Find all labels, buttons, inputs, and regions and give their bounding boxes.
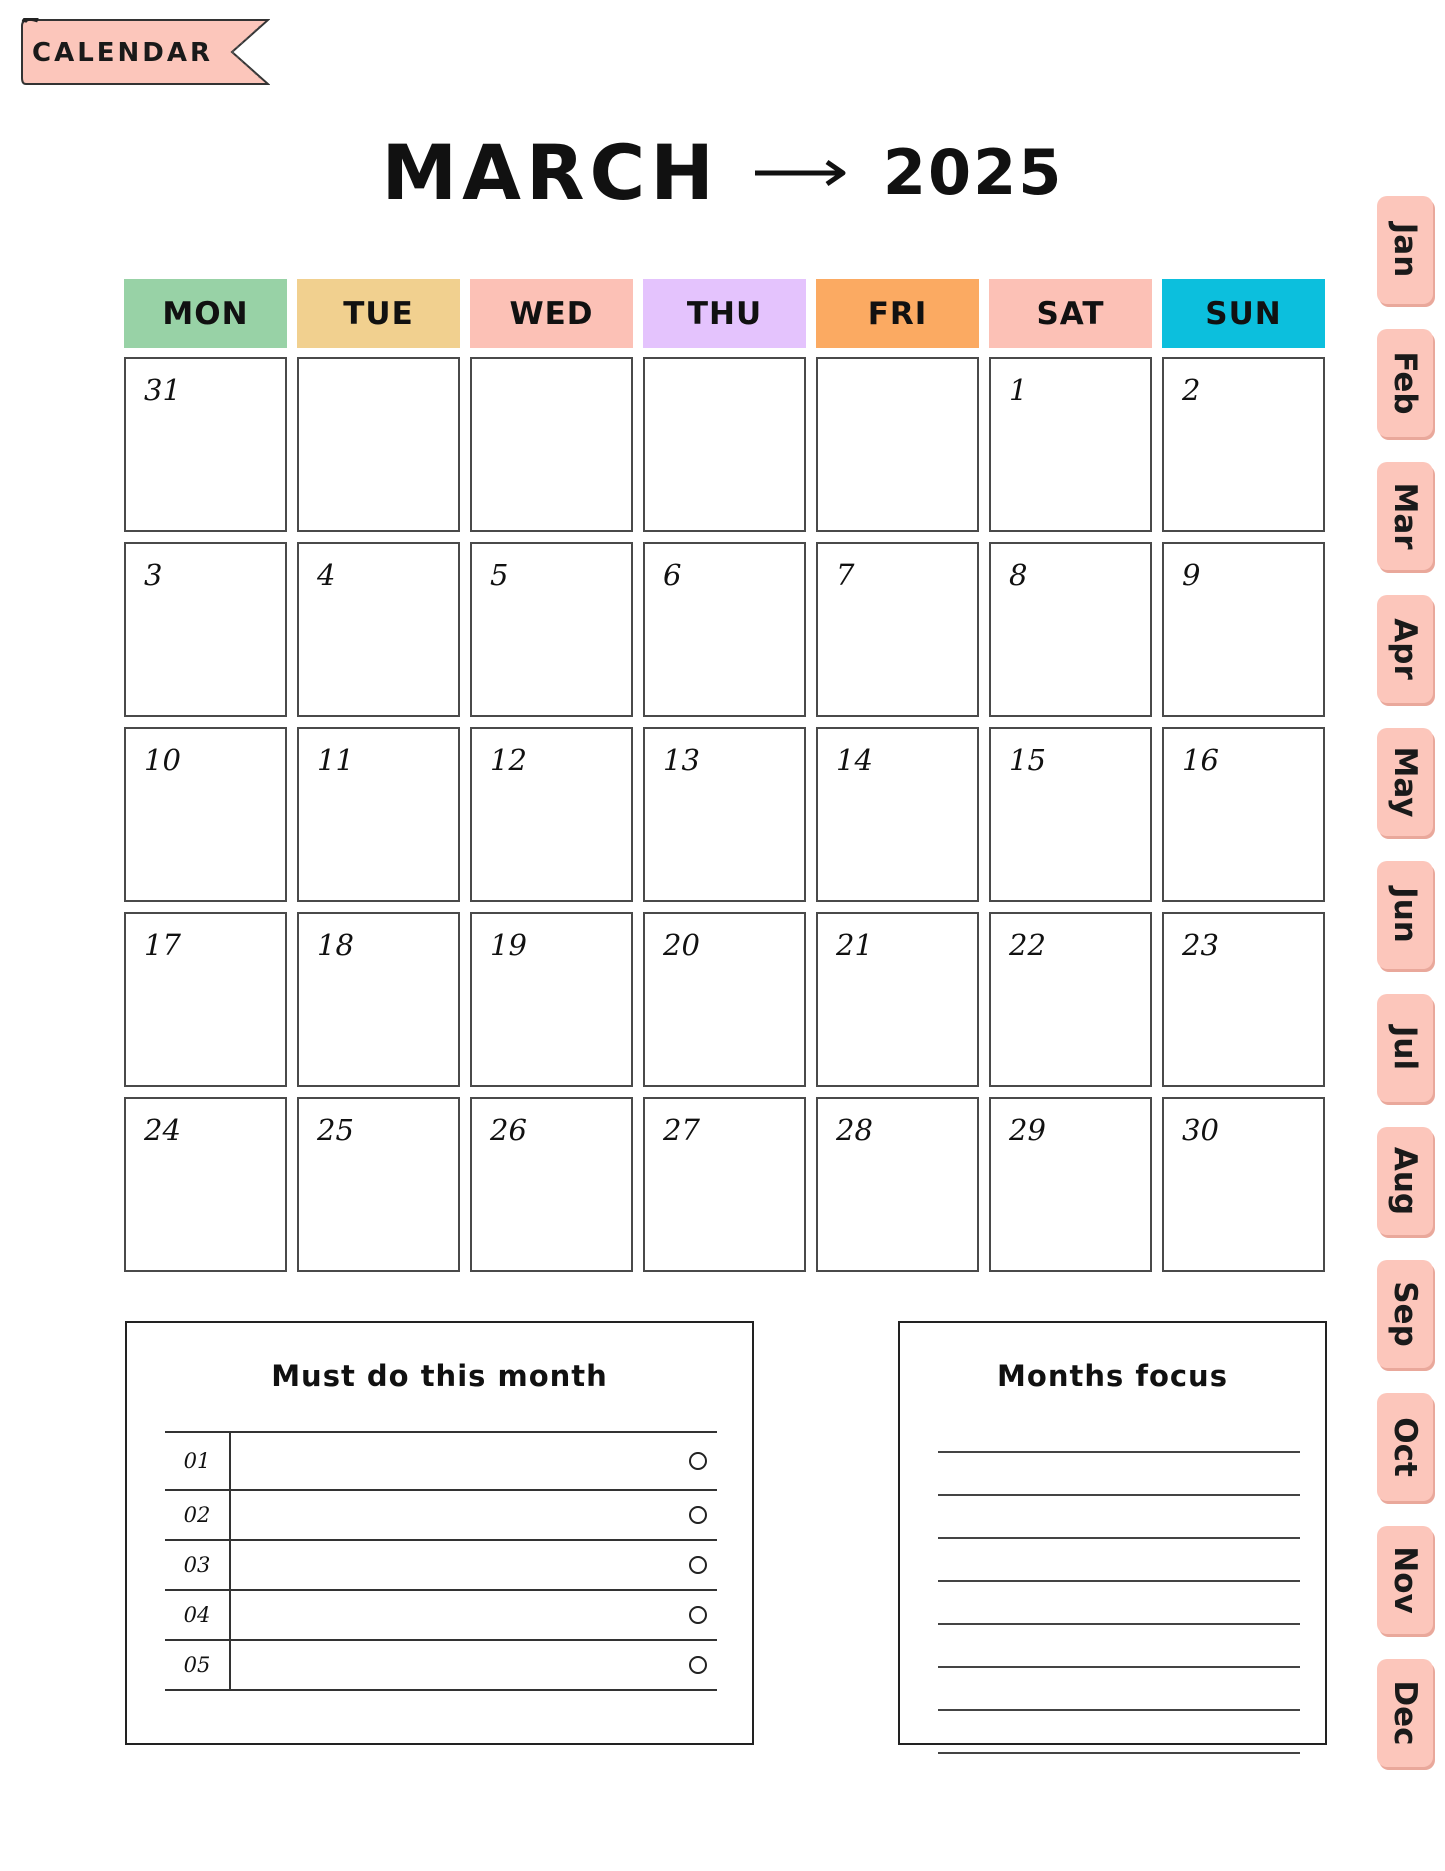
day-number: 23 bbox=[1182, 928, 1219, 962]
month-tab-aug[interactable] bbox=[1377, 1127, 1433, 1235]
day-cell[interactable] bbox=[816, 727, 979, 902]
day-number: 30 bbox=[1182, 1113, 1219, 1147]
month-tab-label: Apr bbox=[1387, 618, 1423, 680]
month-tab-label: Jan bbox=[1387, 222, 1423, 278]
focus-writing-line[interactable] bbox=[938, 1410, 1300, 1453]
day-number: 6 bbox=[663, 558, 682, 592]
day-number: 5 bbox=[490, 558, 509, 592]
day-cell[interactable] bbox=[297, 357, 460, 532]
day-cell[interactable] bbox=[297, 727, 460, 902]
day-cell[interactable] bbox=[989, 727, 1152, 902]
weekday-tue: TUE bbox=[297, 279, 460, 348]
month-tab-dec[interactable] bbox=[1377, 1659, 1433, 1767]
weekday-mon: MON bbox=[124, 279, 287, 348]
day-cell[interactable] bbox=[816, 1097, 979, 1272]
checkbox-circle-icon[interactable] bbox=[689, 1452, 707, 1470]
todo-number: 01 bbox=[165, 1433, 231, 1489]
focus-writing-line[interactable] bbox=[938, 1625, 1300, 1668]
day-cell[interactable] bbox=[297, 1097, 460, 1272]
day-number: 20 bbox=[663, 928, 700, 962]
calendar-grid bbox=[124, 357, 1325, 1272]
focus-writing-line[interactable] bbox=[938, 1668, 1300, 1711]
day-number: 18 bbox=[317, 928, 354, 962]
day-cell[interactable] bbox=[816, 357, 979, 532]
day-number: 24 bbox=[144, 1113, 181, 1147]
todo-row[interactable] bbox=[165, 1489, 717, 1539]
day-number: 27 bbox=[663, 1113, 700, 1147]
day-cell[interactable] bbox=[124, 912, 287, 1087]
day-cell[interactable] bbox=[297, 542, 460, 717]
month-tab-may[interactable] bbox=[1377, 728, 1433, 836]
day-cell[interactable] bbox=[1162, 357, 1325, 532]
day-number: 22 bbox=[1009, 928, 1046, 962]
day-cell[interactable] bbox=[297, 912, 460, 1087]
day-number: 13 bbox=[663, 743, 700, 777]
day-number: 19 bbox=[490, 928, 527, 962]
month-tab-label: Feb bbox=[1387, 351, 1423, 415]
day-cell[interactable] bbox=[643, 912, 806, 1087]
day-number: 28 bbox=[836, 1113, 873, 1147]
checkbox-circle-icon[interactable] bbox=[689, 1606, 707, 1624]
day-cell[interactable] bbox=[470, 912, 633, 1087]
right-arrow-icon bbox=[755, 158, 847, 188]
month-tab-apr[interactable] bbox=[1377, 595, 1433, 703]
day-cell[interactable] bbox=[643, 1097, 806, 1272]
todo-row[interactable] bbox=[165, 1431, 717, 1489]
day-cell[interactable] bbox=[989, 542, 1152, 717]
weekday-fri: FRI bbox=[816, 279, 979, 348]
must-do-list bbox=[165, 1431, 717, 1691]
day-number: 31 bbox=[144, 373, 181, 407]
weekday-sun: SUN bbox=[1162, 279, 1325, 348]
month-tab-jul[interactable] bbox=[1377, 994, 1433, 1102]
checkbox-circle-icon[interactable] bbox=[689, 1556, 707, 1574]
weekday-header-row bbox=[124, 279, 1325, 348]
calendar-ribbon-tag bbox=[20, 18, 270, 86]
month-tab-nov[interactable] bbox=[1377, 1526, 1433, 1634]
day-cell[interactable] bbox=[989, 1097, 1152, 1272]
day-cell[interactable] bbox=[1162, 1097, 1325, 1272]
month-tab-sep[interactable] bbox=[1377, 1260, 1433, 1368]
weekday-sat: SAT bbox=[989, 279, 1152, 348]
day-cell[interactable] bbox=[1162, 727, 1325, 902]
todo-row[interactable] bbox=[165, 1639, 717, 1691]
must-do-box bbox=[125, 1321, 754, 1745]
month-tab-label: Jun bbox=[1387, 887, 1423, 943]
day-cell[interactable] bbox=[643, 727, 806, 902]
todo-row[interactable] bbox=[165, 1539, 717, 1589]
title-month: MARCH bbox=[381, 128, 719, 217]
day-cell[interactable] bbox=[470, 727, 633, 902]
day-number: 2 bbox=[1182, 373, 1201, 407]
day-cell[interactable] bbox=[643, 542, 806, 717]
focus-box bbox=[898, 1321, 1327, 1745]
month-tab-mar[interactable] bbox=[1377, 462, 1433, 570]
day-number: 3 bbox=[144, 558, 163, 592]
day-number: 7 bbox=[836, 558, 855, 592]
month-tab-label: May bbox=[1387, 746, 1423, 818]
month-tab-label: Jul bbox=[1387, 1025, 1423, 1071]
page-title bbox=[0, 128, 1445, 217]
day-number: 10 bbox=[144, 743, 181, 777]
focus-writing-line[interactable] bbox=[938, 1539, 1300, 1582]
day-number: 26 bbox=[490, 1113, 527, 1147]
day-cell[interactable] bbox=[643, 357, 806, 532]
checkbox-circle-icon[interactable] bbox=[689, 1656, 707, 1674]
focus-writing-line[interactable] bbox=[938, 1453, 1300, 1496]
day-number: 17 bbox=[144, 928, 181, 962]
day-number: 21 bbox=[836, 928, 873, 962]
day-cell[interactable] bbox=[470, 1097, 633, 1272]
day-number: 12 bbox=[490, 743, 527, 777]
day-cell[interactable] bbox=[470, 542, 633, 717]
month-tab-label: Sep bbox=[1387, 1281, 1423, 1347]
day-number: 29 bbox=[1009, 1113, 1046, 1147]
focus-lines bbox=[938, 1410, 1300, 1754]
day-cell[interactable] bbox=[124, 357, 287, 532]
month-tab-oct[interactable] bbox=[1377, 1393, 1433, 1501]
weekday-wed: WED bbox=[470, 279, 633, 348]
day-cell[interactable] bbox=[124, 542, 287, 717]
day-cell[interactable] bbox=[124, 727, 287, 902]
day-number: 15 bbox=[1009, 743, 1046, 777]
focus-title: Months focus bbox=[997, 1359, 1228, 1393]
day-number: 25 bbox=[317, 1113, 354, 1147]
month-tab-label: Oct bbox=[1387, 1417, 1423, 1477]
focus-writing-line[interactable] bbox=[938, 1582, 1300, 1625]
day-number: 14 bbox=[836, 743, 873, 777]
day-cell[interactable] bbox=[1162, 912, 1325, 1087]
month-tab-label: Dec bbox=[1387, 1680, 1423, 1746]
month-tab-label: Nov bbox=[1387, 1546, 1423, 1614]
todo-row[interactable] bbox=[165, 1589, 717, 1639]
focus-writing-line[interactable] bbox=[938, 1496, 1300, 1539]
todo-number: 05 bbox=[165, 1641, 231, 1689]
must-do-title: Must do this month bbox=[271, 1359, 608, 1393]
month-tab-label: Aug bbox=[1387, 1146, 1423, 1216]
day-cell[interactable] bbox=[1162, 542, 1325, 717]
todo-number: 03 bbox=[165, 1541, 231, 1589]
day-cell[interactable] bbox=[816, 912, 979, 1087]
day-cell[interactable] bbox=[816, 542, 979, 717]
checkbox-circle-icon[interactable] bbox=[689, 1506, 707, 1524]
day-cell[interactable] bbox=[124, 1097, 287, 1272]
todo-number: 04 bbox=[165, 1591, 231, 1639]
todo-number: 02 bbox=[165, 1491, 231, 1539]
day-number: 1 bbox=[1009, 373, 1028, 407]
title-year: 2025 bbox=[882, 136, 1064, 209]
day-number: 11 bbox=[317, 743, 354, 777]
day-number: 8 bbox=[1009, 558, 1028, 592]
month-tab-jun[interactable] bbox=[1377, 861, 1433, 969]
day-cell[interactable] bbox=[989, 912, 1152, 1087]
weekday-thu: THU bbox=[643, 279, 806, 348]
month-tab-label: Mar bbox=[1387, 482, 1423, 550]
day-number: 16 bbox=[1182, 743, 1219, 777]
day-cell[interactable] bbox=[989, 357, 1152, 532]
month-tab-feb[interactable] bbox=[1377, 329, 1433, 437]
day-cell[interactable] bbox=[470, 357, 633, 532]
ribbon-label: CALENDAR bbox=[32, 38, 214, 68]
day-number: 9 bbox=[1182, 558, 1201, 592]
focus-writing-line[interactable] bbox=[938, 1711, 1300, 1754]
day-number: 4 bbox=[317, 558, 336, 592]
month-tab-jan[interactable] bbox=[1377, 196, 1433, 304]
